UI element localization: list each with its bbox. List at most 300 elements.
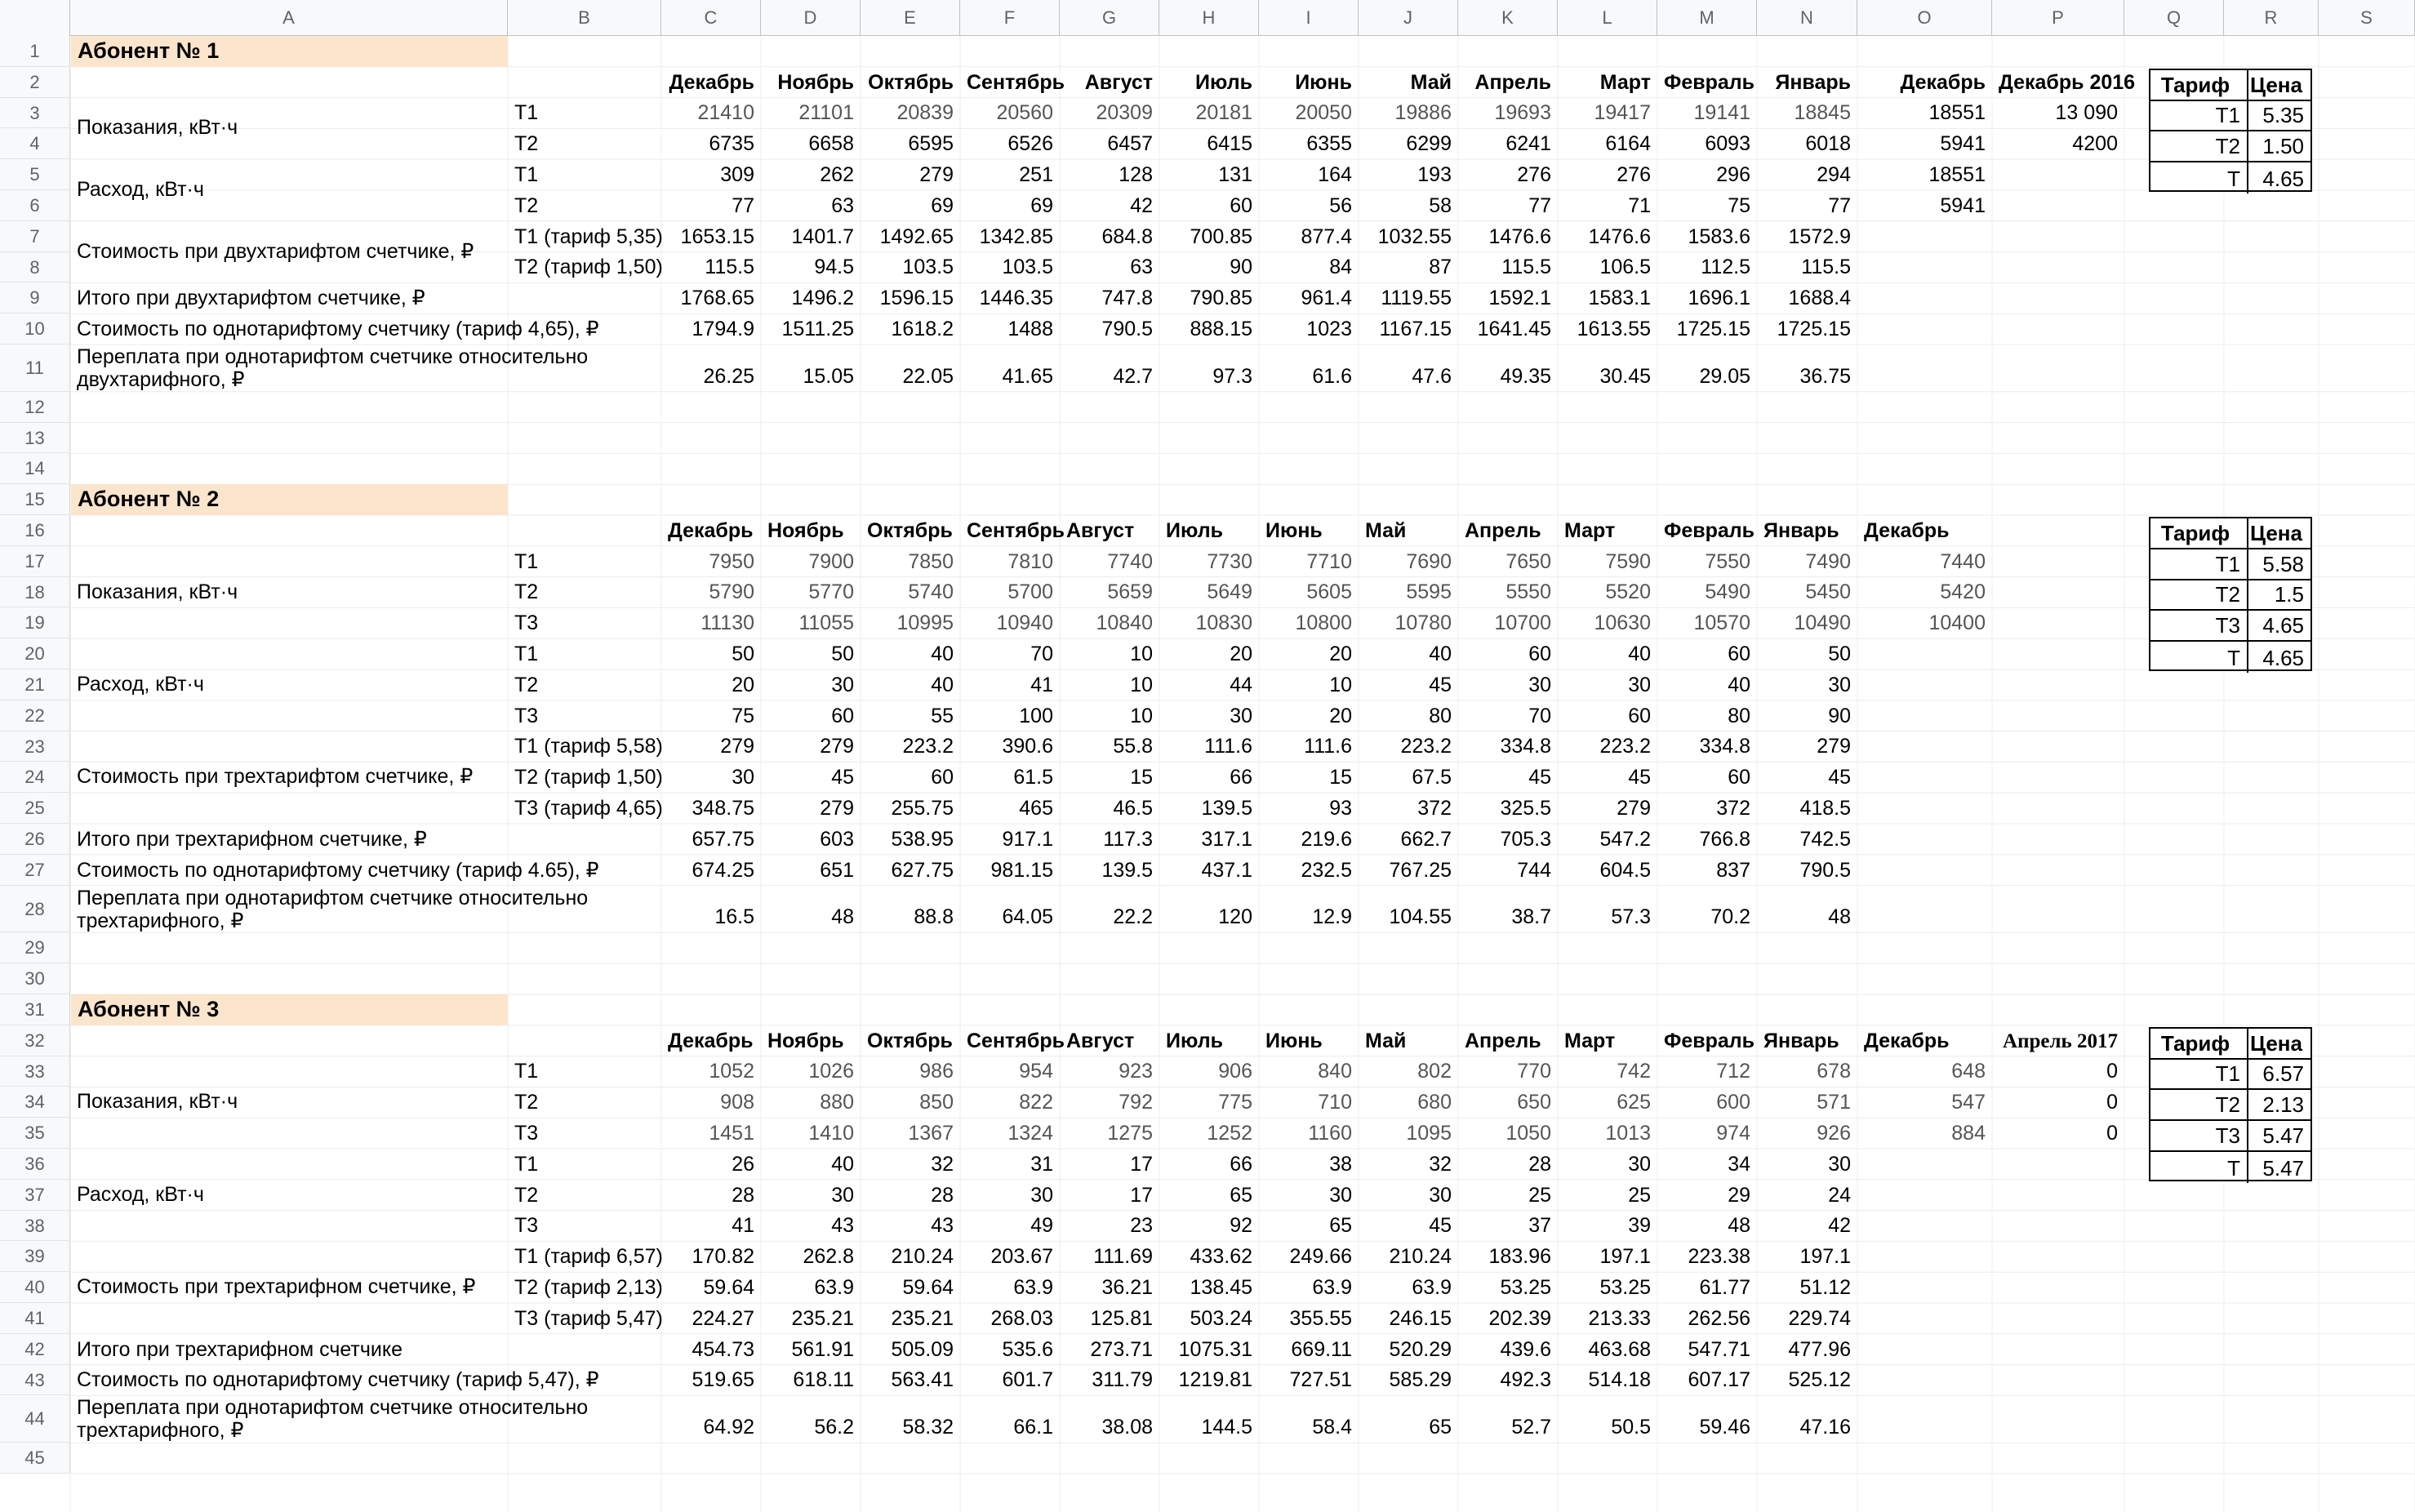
month-header[interactable]: Апрель [1465,1029,1541,1052]
row-header[interactable]: 25 [0,793,70,824]
value-cell[interactable]: 36.75 [1799,364,1851,388]
single-tariff-label[interactable]: Стоимость по однотарифтому счетчику (тариф 4,65), ₽ [77,318,599,340]
value-cell[interactable]: 249.66 [1289,1245,1352,1269]
value-cell[interactable]: 0 [2106,1060,2118,1083]
value-cell[interactable]: 1446.35 [979,287,1053,310]
value-cell[interactable]: 70.2 [1710,905,1750,929]
row-header[interactable]: 43 [0,1365,70,1396]
value-cell[interactable]: 45 [1429,1214,1452,1238]
value-cell[interactable]: 519.65 [692,1368,754,1392]
value-cell[interactable]: 125.81 [1090,1306,1153,1330]
value-cell[interactable]: 7440 [1940,549,1986,573]
value-cell[interactable]: 390.6 [1002,735,1053,758]
value-cell[interactable]: 38.7 [1511,905,1551,929]
value-cell[interactable]: 58 [1429,193,1452,217]
tariff-rate-label[interactable]: Т1 (тариф 6,57) [514,1245,663,1269]
value-cell[interactable]: 61.77 [1699,1276,1750,1299]
value-cell[interactable]: 50 [732,643,754,665]
column-header-f[interactable]: F [960,0,1060,36]
row-header[interactable]: 7 [0,221,70,252]
column-header-n[interactable]: N [1757,0,1857,36]
value-cell[interactable]: 65 [1429,1416,1452,1439]
row-header[interactable]: 32 [0,1025,70,1056]
value-cell[interactable]: 5941 [1940,193,1986,217]
value-cell[interactable]: 66.1 [1013,1416,1053,1439]
row-header[interactable]: 11 [0,345,70,392]
value-cell[interactable]: 40 [931,643,954,665]
value-cell[interactable]: 111.6 [1204,735,1252,758]
value-cell[interactable]: 202.39 [1488,1306,1551,1330]
month-header[interactable]: Март [1564,518,1616,542]
row-header[interactable]: 39 [0,1241,70,1272]
value-cell[interactable]: 139.5 [1201,797,1252,820]
tariff-price[interactable]: 4.65 [2262,613,2304,638]
value-cell[interactable]: 60 [1728,766,1750,789]
value-cell[interactable]: 48 [831,905,854,929]
value-cell[interactable]: 41.65 [1002,364,1053,388]
month-header[interactable]: Март [1564,1029,1616,1052]
month-header[interactable]: Июнь [1265,1029,1323,1052]
value-cell[interactable]: 59.46 [1699,1416,1750,1439]
value-cell[interactable]: 28 [732,1183,754,1207]
value-cell[interactable]: 45 [1628,766,1651,789]
value-cell[interactable]: 705.3 [1500,827,1551,851]
column-header-d[interactable]: D [761,0,861,36]
value-cell[interactable]: 29 [1728,1183,1750,1207]
value-cell[interactable]: 164 [1318,163,1352,186]
tariff-name[interactable]: Т1 [2150,1060,2248,1089]
month-header[interactable]: Декабрь [1864,518,1950,542]
value-cell[interactable]: 1367 [908,1122,954,1145]
tariff-label[interactable]: Т1 [514,1152,539,1176]
value-cell[interactable]: 70 [1030,643,1053,665]
value-cell[interactable]: 923 [1119,1060,1153,1083]
value-cell[interactable]: 57.3 [1611,905,1651,929]
value-cell[interactable]: 1252 [1207,1122,1252,1145]
tariff-name[interactable]: Т2 [2150,580,2248,610]
row-header[interactable]: 21 [0,669,70,700]
row-header[interactable]: 13 [0,423,70,454]
value-cell[interactable]: 28 [1528,1152,1551,1176]
month-header[interactable]: Сентябрь [967,1029,1065,1052]
tariff-col-header[interactable]: Тариф [2150,70,2248,100]
tariff-name[interactable]: Т [2150,642,2248,673]
value-cell[interactable]: 6093 [1705,132,1750,156]
value-cell[interactable]: 41 [1030,673,1053,696]
value-cell[interactable]: 36.21 [1101,1276,1153,1299]
value-cell[interactable]: 100 [1019,704,1053,727]
overpay-label-line1[interactable]: Переплата при однотарифтом счетчике относительно [77,886,589,909]
value-cell[interactable]: 348.75 [692,797,754,820]
value-cell[interactable]: 50.5 [1611,1416,1651,1439]
value-cell[interactable]: 20309 [1096,101,1153,125]
value-cell[interactable]: 4200 [2072,132,2118,156]
month-header[interactable]: Апрель 2017 [2003,1029,2118,1052]
overpay-label-line2[interactable]: трехтарифного, ₽ [77,1419,244,1443]
value-cell[interactable]: 29.05 [1699,364,1750,388]
value-cell[interactable]: 84 [1329,256,1352,279]
value-cell[interactable]: 10630 [1594,611,1651,635]
value-cell[interactable]: 650 [1517,1091,1551,1114]
value-cell[interactable]: 61.5 [1013,766,1053,789]
value-cell[interactable]: 10570 [1693,611,1750,635]
value-cell[interactable]: 1476.6 [1488,225,1551,248]
value-cell[interactable]: 6526 [1007,132,1053,156]
tariff-name[interactable]: Т3 [2150,611,2248,640]
value-cell[interactable]: 224.27 [692,1306,754,1330]
value-cell[interactable]: 1324 [1007,1122,1053,1145]
column-header-p[interactable]: P [1992,0,2124,36]
value-cell[interactable]: 10995 [896,611,954,635]
value-cell[interactable]: 26.25 [703,364,754,388]
tariff-price[interactable]: 4.65 [2262,645,2304,670]
tariff-label[interactable]: Т3 [514,1214,539,1238]
value-cell[interactable]: 1275 [1107,1122,1153,1145]
row-header[interactable]: 34 [0,1087,70,1118]
month-header[interactable]: Январь [1763,1029,1839,1052]
value-cell[interactable]: 7810 [1007,549,1053,573]
row-header[interactable]: 15 [0,484,70,515]
value-cell[interactable]: 7710 [1306,549,1352,573]
value-cell[interactable]: 60 [931,766,954,789]
value-cell[interactable]: 1613.55 [1577,318,1651,340]
month-header[interactable]: Июнь [1295,70,1352,94]
overpay-label-line2[interactable]: двухтарифного, ₽ [77,368,245,391]
value-cell[interactable]: 276 [1617,163,1651,186]
row-header[interactable]: 12 [0,392,70,423]
value-cell[interactable]: 49 [1030,1214,1053,1238]
value-cell[interactable]: 16.5 [714,905,754,929]
value-cell[interactable]: 10700 [1494,611,1551,635]
row-header[interactable]: 10 [0,314,70,345]
tariff-rate-label[interactable]: Т2 (тариф 1,50) [514,766,663,789]
value-cell[interactable]: 70 [1528,704,1551,727]
readings-label[interactable]: Показания, кВт·ч [77,116,238,140]
month-header[interactable]: Май [1410,70,1452,94]
value-cell[interactable]: 20839 [896,101,954,125]
value-cell[interactable]: 5649 [1207,580,1252,604]
value-cell[interactable]: 223.2 [1400,735,1452,758]
value-cell[interactable]: 10780 [1394,611,1452,635]
value-cell[interactable]: 59.64 [703,1276,754,1299]
value-cell[interactable]: 5550 [1505,580,1551,604]
value-cell[interactable]: 538.95 [891,827,954,851]
value-cell[interactable]: 0 [2106,1122,2118,1145]
usage-label[interactable]: Расход, кВт·ч [77,1182,204,1206]
row-header[interactable]: 36 [0,1149,70,1180]
value-cell[interactable]: 503.24 [1190,1306,1252,1330]
month-header[interactable]: Апрель [1465,518,1541,542]
value-cell[interactable]: 6018 [1805,132,1851,156]
value-cell[interactable]: 53.25 [1599,1276,1651,1299]
month-header[interactable]: Май [1365,518,1407,542]
value-cell[interactable]: 19417 [1594,101,1651,125]
value-cell[interactable]: 1492.65 [879,225,954,248]
tariff-price[interactable]: 1.50 [2262,134,2304,159]
value-cell[interactable]: 775 [1218,1091,1252,1114]
row-header[interactable]: 6 [0,190,70,221]
value-cell[interactable]: 10940 [996,611,1053,635]
tariff-label[interactable]: Т2 [514,1091,539,1114]
value-cell[interactable]: 742 [1617,1060,1651,1083]
value-cell[interactable]: 877.4 [1301,225,1352,248]
value-cell[interactable]: 585.29 [1389,1368,1452,1392]
value-cell[interactable]: 64.05 [1002,905,1053,929]
value-cell[interactable]: 418.5 [1799,797,1851,820]
value-cell[interactable]: 5595 [1406,580,1452,604]
row-header[interactable]: 40 [0,1272,70,1303]
value-cell[interactable]: 571 [1817,1091,1851,1114]
value-cell[interactable]: 115.5 [705,256,754,279]
value-cell[interactable]: 17 [1130,1152,1153,1176]
readings-label[interactable]: Показания, кВт·ч [77,1090,238,1114]
value-cell[interactable]: 47.16 [1799,1416,1851,1439]
value-cell[interactable]: 5700 [1007,580,1053,604]
value-cell[interactable]: 61.6 [1312,364,1352,388]
tariff-col-header[interactable]: Тариф [2150,1029,2248,1058]
value-cell[interactable]: 279 [919,163,954,186]
tariff-name[interactable]: Т1 [2150,549,2248,579]
tariff-rate-label[interactable]: Т2 (тариф 2,13) [514,1276,663,1299]
value-cell[interactable]: 5520 [1605,580,1651,604]
value-cell[interactable]: 120 [1218,905,1252,929]
row-header[interactable]: 5 [0,159,70,190]
value-cell[interactable]: 712 [1716,1060,1750,1083]
value-cell[interactable]: 627.75 [891,858,954,882]
value-cell[interactable]: 454.73 [692,1337,754,1361]
value-cell[interactable]: 51.12 [1799,1276,1851,1299]
value-cell[interactable]: 1410 [808,1122,854,1145]
value-cell[interactable]: 563.41 [891,1368,954,1392]
month-header[interactable]: Октябрь [867,518,953,542]
month-header[interactable]: Февраль [1664,518,1755,542]
value-cell[interactable]: 25 [1628,1183,1651,1207]
month-header[interactable]: Ноябрь [777,70,854,94]
column-header-e[interactable]: E [861,0,960,36]
value-cell[interactable]: 492.3 [1500,1368,1551,1392]
month-header[interactable]: Май [1365,1029,1407,1052]
value-cell[interactable]: 7490 [1805,549,1851,573]
total-label[interactable]: Итого при трехтарифном счетчике, ₽ [77,827,427,851]
value-cell[interactable]: 229.74 [1788,1306,1851,1330]
value-cell[interactable]: 20 [1329,643,1352,665]
value-cell[interactable]: 262.8 [803,1245,854,1269]
value-cell[interactable]: 50 [831,643,854,665]
value-cell[interactable]: 55 [931,704,954,727]
month-header[interactable]: Декабрь [668,1029,754,1052]
value-cell[interactable]: 7900 [808,549,854,573]
value-cell[interactable]: 128 [1119,163,1153,186]
value-cell[interactable]: 77 [1528,193,1551,217]
value-cell[interactable]: 10800 [1295,611,1352,635]
value-cell[interactable]: 63.9 [1312,1276,1352,1299]
value-cell[interactable]: 93 [1329,797,1352,820]
value-cell[interactable]: 12.9 [1312,905,1352,929]
value-cell[interactable]: 10 [1130,704,1153,727]
value-cell[interactable]: 917.1 [1002,827,1053,851]
column-header-i[interactable]: I [1259,0,1359,36]
value-cell[interactable]: 600 [1716,1091,1750,1114]
row-header[interactable]: 24 [0,762,70,793]
value-cell[interactable]: 7740 [1107,549,1153,573]
value-cell[interactable]: 45 [831,766,854,789]
value-cell[interactable]: 75 [732,704,754,727]
value-cell[interactable]: 1696.1 [1688,287,1750,310]
single-tariff-label[interactable]: Стоимость по однотарифтому счетчику (тариф 4.65), ₽ [77,858,599,882]
row-header[interactable]: 2 [0,67,70,98]
value-cell[interactable]: 520.29 [1389,1337,1452,1361]
value-cell[interactable]: 1095 [1406,1122,1452,1145]
value-cell[interactable]: 1725.15 [1676,318,1750,340]
value-cell[interactable]: 90 [1230,256,1252,279]
month-header[interactable]: Июль [1166,518,1223,542]
value-cell[interactable]: 477.96 [1788,1337,1851,1361]
value-cell[interactable]: 144.5 [1201,1416,1252,1439]
row-header[interactable]: 42 [0,1334,70,1365]
value-cell[interactable]: 7650 [1505,549,1551,573]
value-cell[interactable]: 63.9 [1013,1276,1053,1299]
value-cell[interactable]: 90 [1828,704,1851,727]
subscriber-2-title[interactable]: Абонент № 2 [71,484,508,515]
value-cell[interactable]: 1050 [1505,1122,1551,1145]
value-cell[interactable]: 45 [1528,766,1551,789]
value-cell[interactable]: 1032.55 [1377,225,1452,248]
tariff-price[interactable]: 1.5 [2274,582,2304,607]
tariff-rate-label[interactable]: Т3 (тариф 4,65) [514,797,663,820]
row-header[interactable]: 35 [0,1118,70,1149]
value-cell[interactable]: 1219.81 [1178,1368,1252,1392]
row-header[interactable]: 29 [0,932,70,963]
value-cell[interactable]: 69 [1030,193,1053,217]
value-cell[interactable]: 42 [1130,193,1153,217]
value-cell[interactable]: 268.03 [990,1306,1053,1330]
row-header[interactable]: 17 [0,546,70,577]
value-cell[interactable]: 680 [1417,1091,1452,1114]
price-col-header[interactable]: Цена [2250,1030,2302,1056]
value-cell[interactable]: 38.08 [1101,1416,1153,1439]
value-cell[interactable]: 40 [831,1152,854,1176]
value-cell[interactable]: 111.6 [1304,735,1352,758]
value-cell[interactable]: 251 [1019,163,1053,186]
value-cell[interactable]: 908 [720,1091,754,1114]
value-cell[interactable]: 31 [1030,1152,1053,1176]
value-cell[interactable]: 7950 [709,549,754,573]
month-header[interactable]: Сентябрь [967,70,1065,94]
column-header-o[interactable]: O [1857,0,1992,36]
value-cell[interactable]: 279 [820,797,854,820]
value-cell[interactable]: 60 [1230,193,1252,217]
value-cell[interactable]: 1476.6 [1588,225,1651,248]
row-header[interactable]: 37 [0,1180,70,1211]
value-cell[interactable]: 6241 [1505,132,1551,156]
tariff-rate-label[interactable]: Т3 (тариф 5,47) [514,1306,663,1330]
value-cell[interactable]: 1596.15 [879,287,954,310]
value-cell[interactable]: 296 [1716,163,1750,186]
month-header[interactable]: Январь [1763,518,1839,542]
tariff-name[interactable]: Т1 [2150,101,2248,131]
tariff-name[interactable]: Т2 [2150,131,2248,161]
value-cell[interactable]: 219.6 [1301,827,1352,851]
value-cell[interactable]: 880 [820,1091,854,1114]
column-header-k[interactable]: K [1458,0,1558,36]
value-cell[interactable]: 117.3 [1103,827,1153,851]
value-cell[interactable]: 1052 [709,1060,754,1083]
value-cell[interactable]: 279 [1617,797,1651,820]
value-cell[interactable]: 18845 [1794,101,1851,125]
value-cell[interactable]: 926 [1817,1122,1851,1145]
value-cell[interactable]: 112.5 [1701,256,1750,279]
value-cell[interactable]: 334.8 [1699,735,1750,758]
row-header[interactable]: 33 [0,1056,70,1087]
tariff-label[interactable]: Т1 [514,101,539,125]
value-cell[interactable]: 38 [1329,1152,1352,1176]
tariff-price[interactable]: 2.13 [2262,1092,2304,1118]
value-cell[interactable]: 1511.25 [781,318,854,340]
month-header[interactable]: Август [1066,1029,1135,1052]
value-cell[interactable]: 18551 [1928,163,1986,186]
value-cell[interactable]: 69 [931,193,954,217]
value-cell[interactable]: 77 [732,193,754,217]
value-cell[interactable]: 30 [1528,673,1551,696]
cost-label[interactable]: Стоимость при трехтарифтом счетчике, ₽ [77,765,474,789]
value-cell[interactable]: 334.8 [1500,735,1551,758]
tariff-name[interactable]: Т3 [2150,1121,2248,1150]
column-header-j[interactable]: J [1359,0,1458,36]
month-header[interactable]: Август [1066,518,1135,542]
value-cell[interactable]: 20050 [1295,101,1352,125]
value-cell[interactable]: 40 [1429,643,1452,665]
value-cell[interactable]: 744 [1517,858,1551,882]
value-cell[interactable]: 77 [1828,193,1851,217]
value-cell[interactable]: 986 [919,1060,954,1083]
month-header[interactable]: Июль [1166,1029,1223,1052]
value-cell[interactable]: 7550 [1705,549,1750,573]
value-cell[interactable]: 279 [820,735,854,758]
value-cell[interactable]: 58.4 [1312,1416,1352,1439]
value-cell[interactable]: 5790 [709,580,754,604]
value-cell[interactable]: 30 [1230,704,1252,727]
value-cell[interactable]: 65 [1230,1183,1252,1207]
value-cell[interactable]: 50 [1828,643,1851,665]
value-cell[interactable]: 232.5 [1301,858,1352,882]
value-cell[interactable]: 67.5 [1412,766,1452,789]
value-cell[interactable]: 1119.55 [1381,287,1452,310]
value-cell[interactable]: 49.35 [1500,364,1551,388]
value-cell[interactable]: 547.71 [1688,1337,1750,1361]
column-header-m[interactable]: M [1657,0,1757,36]
value-cell[interactable]: 66 [1230,1152,1252,1176]
value-cell[interactable]: 63.9 [1412,1276,1452,1299]
value-cell[interactable]: 60 [1728,643,1750,665]
value-cell[interactable]: 235.21 [891,1306,954,1330]
value-cell[interactable]: 63.9 [814,1276,854,1299]
value-cell[interactable]: 30.45 [1599,364,1651,388]
value-cell[interactable]: 30 [1429,1183,1452,1207]
value-cell[interactable]: 138.45 [1190,1276,1252,1299]
value-cell[interactable]: 42.7 [1113,364,1153,388]
single-tariff-label[interactable]: Стоимость по однотарифтому счетчику (тариф 5,47), ₽ [77,1368,599,1392]
value-cell[interactable]: 25 [1528,1183,1551,1207]
value-cell[interactable]: 26 [732,1152,754,1176]
row-header[interactable]: 8 [0,252,70,283]
value-cell[interactable]: 60 [1528,643,1551,665]
value-cell[interactable]: 30 [1828,1152,1851,1176]
usage-label[interactable]: Расход, кВт·ч [77,178,204,201]
value-cell[interactable]: 115.5 [1501,256,1551,279]
value-cell[interactable]: 525.12 [1788,1368,1851,1392]
value-cell[interactable]: 210.24 [891,1245,954,1269]
value-cell[interactable]: 5659 [1107,580,1153,604]
